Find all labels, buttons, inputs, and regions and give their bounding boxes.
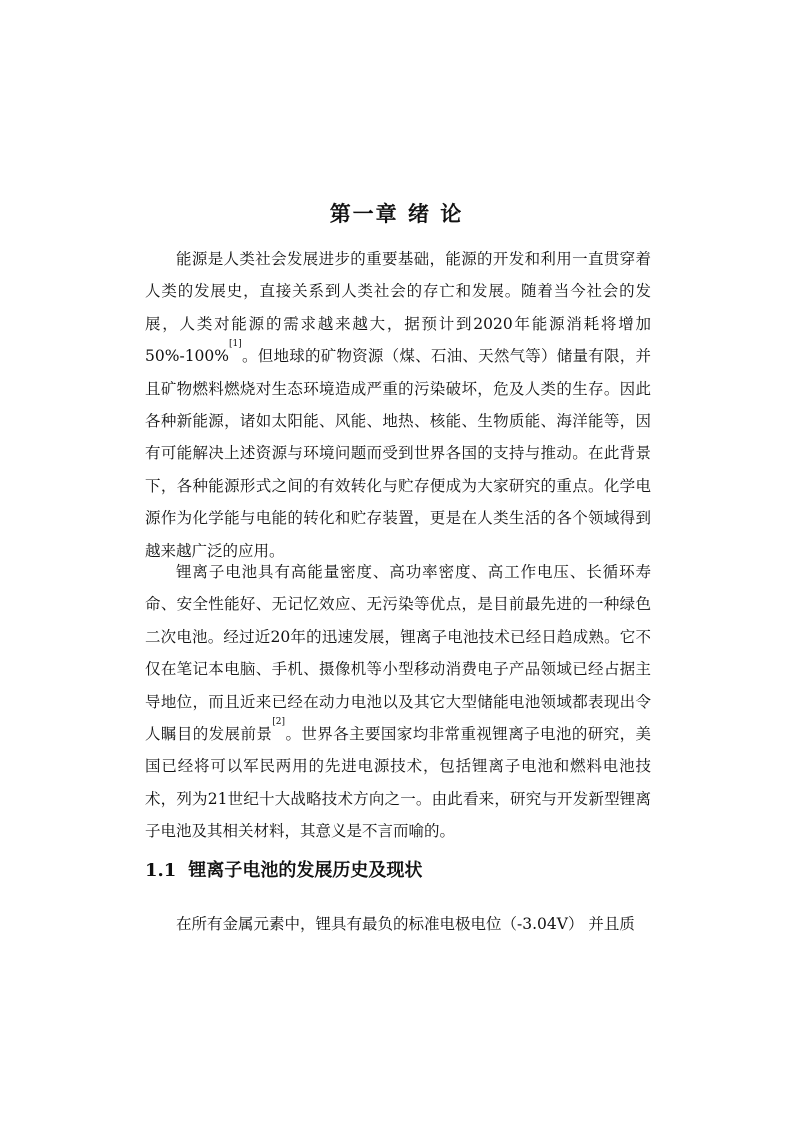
section-number: 1.1 (145, 860, 177, 881)
paragraph-text (145, 556, 651, 848)
paragraph-text (145, 243, 651, 567)
paragraph-text-part: 。世界各主要国家均非常重视锂离子电池的研究，美国已经将可以军民两用的先进电源技术，包括锂离子电池和燃料电池技术，列为21世纪十大战略技术方向之一。由此看来，研究与开发新型锂离子电池及其相关材料，其意义是不言而喻的。 (145, 725, 651, 841)
section-title: 锂离子电池的发展历史及现状 (188, 860, 423, 881)
citation-ref-2[interactable]: [2] (272, 717, 286, 728)
paragraph-text-part: 。但地球的矿物资源（煤、石油、天然气等）储量有限，并且矿物燃料燃烧对生态环境造成严重的污染破坏，危及人类的生存。因此各种新能源，诸如太阳能、风能、地热、核能、生物质能、海洋能等，因有可能解决上述资源与环境问题而受到世界各国的支持与推动。在此背景下，各种能源形式之间的有效转化与贮存便成为大家研究的重点。化学电源作为化学能与电能的转化和贮存装置，更是在人类生活的各个领域得到越来越广泛的应用。 (145, 347, 651, 560)
paragraph-text-part: 能源是人类社会发展进步的重要基础，能源的开发和利用一直贯穿着人类的发展史，直接关系到人类社会的存亡和发展。随着当今社会的发展，人类对能源的需求越来越大，据预计到2020年能源消耗将增加50%-100% (145, 250, 651, 366)
paragraph-lithium-properties (145, 908, 651, 940)
section-heading (145, 856, 422, 882)
paragraph-energy-background (145, 243, 651, 567)
paragraph-text-part: 锂离子电池具有高能量密度、高功率密度、高工作电压、长循环寿命、安全性能好、无记忆效应、无污染等优点，是目前最先进的一种绿色二次电池。经过近20年的迅速发展，锂离子电池技术已经日趋成熟。它不仅在笔记本电脑、手机、摄像机等小型移动消费电子产品领域已经占据主导地位，而且近来已经在动力电池以及其它大型储能电池领域都表现出令人瞩目的发展前景 (145, 563, 651, 744)
chapter-title: 第一章 绪 论 (329, 201, 464, 226)
paragraph-text: 在所有金属元素中，锂具有最负的标准电极电位（-3.04V） 并且质 (176, 915, 635, 933)
paragraph-lithium-advantages (145, 556, 651, 848)
citation-ref-1[interactable]: [1] (229, 339, 242, 350)
